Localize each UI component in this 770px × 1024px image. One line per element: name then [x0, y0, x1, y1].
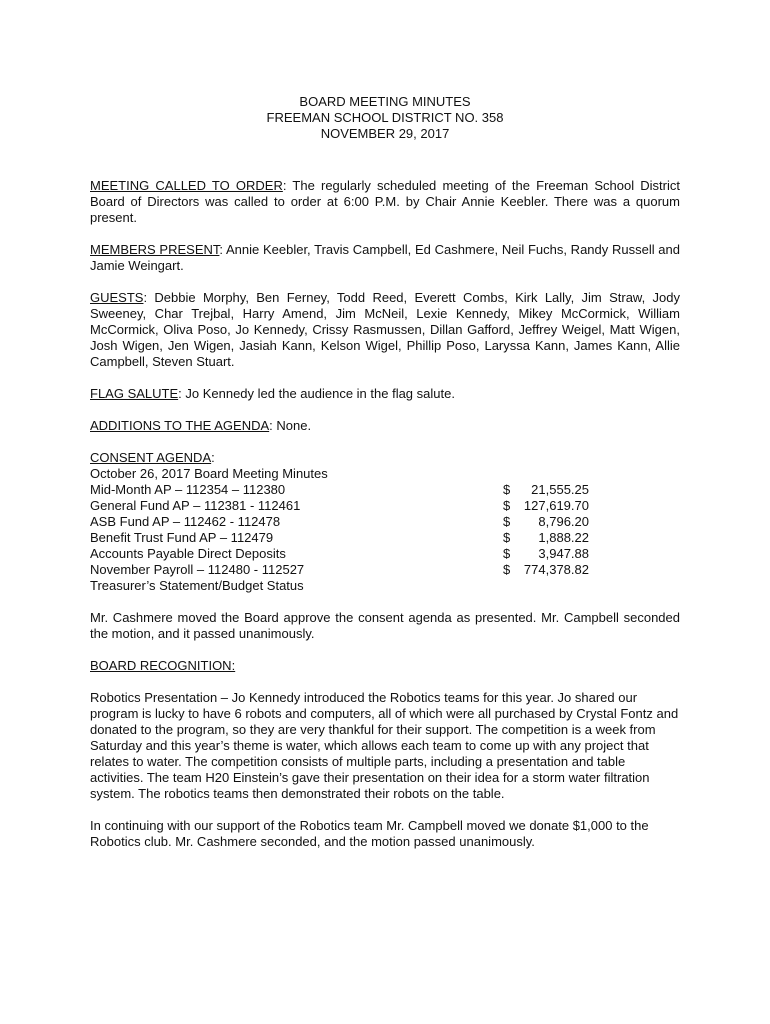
consent-treasurer: Treasurer’s Statement/Budget Status	[90, 578, 304, 593]
consent-item-amount: 1,888.22	[538, 530, 589, 545]
meeting-called-section	[90, 178, 680, 226]
consent-item-label: Accounts Payable Direct Deposits	[90, 546, 286, 561]
consent-item-amount: 8,796.20	[538, 514, 589, 529]
consent-item-dollar: $	[503, 514, 511, 529]
consent-item-label: Mid-Month AP – 112354 – 112380	[90, 482, 286, 497]
document-body	[90, 178, 680, 866]
consent-item-label: General Fund AP – 112381 - 112461	[90, 498, 301, 513]
consent-agenda-section	[90, 450, 680, 594]
consent-item-amount: 3,947.88	[538, 546, 589, 561]
flag-salute-text: : Jo Kennedy led the audience in the flag salute.	[178, 386, 455, 401]
consent-item-dollar: $	[503, 562, 511, 577]
consent-minutes-row	[90, 466, 680, 482]
members-present-heading: MEMBERS PRESENT	[90, 242, 220, 257]
guests-heading: GUESTS	[90, 290, 144, 305]
members-present-text: : Annie Keebler, Travis Campbell, Ed Cashmere, Neil Fuchs, Randy Russell and Jamie Weingart.	[90, 242, 680, 273]
consent-item-row	[90, 546, 680, 562]
guests-text: : Debbie Morphy, Ben Ferney, Todd Reed, Everett Combs, Kirk Lally, Jim Straw, Jody Sweeney, Char Trejbal, Harry Amend, Jim McNeil, Lexie Kennedy, Mikey McCormick, William McCormick, Oliva Poso, Jo Kennedy, Crissy Rasmussen, Dillan Gafford, Jeffrey Weigel, Matt Wigen, Josh Wigen, Jen Wigen, Jasiah Kann, Kelson Wigel, Phillip Poso, Laryssa Kann, James Kann, Allie Campbell, Steven Stuart.	[90, 290, 680, 369]
consent-item-label: ASB Fund AP – 112462 - 112478	[90, 514, 281, 529]
additions-section	[90, 418, 680, 434]
document-title: BOARD MEETING MINUTES	[299, 94, 471, 109]
additions-text: : None.	[269, 418, 312, 433]
guests-section	[90, 290, 680, 370]
consent-item-amount: 127,619.70	[523, 498, 589, 513]
consent-item-amount: 21,555.25	[531, 482, 589, 497]
consent-item-label: November Payroll – 112480 - 112527	[90, 562, 305, 577]
robotics-presentation: Robotics Presentation – Jo Kennedy introduced the Robotics teams for this year. Jo shared our program is lucky to have 6 robots and computers, all of which were all purchased by Crystal Fontz and donated to the program, so they are very thankful for their support. The competition is a week from Saturday and this year’s theme is water, which allows each team to come up with any project that relates to water. The competition consists of multiple parts, including a presentation and table activities. The team H20 Einstein’s gave their presentation on their idea for a storm water filtration system. The robotics teams then demonstrated their robots on the table.	[90, 690, 679, 801]
meeting-called-text: : The regularly scheduled meeting of the Freeman School District Board of Directors was called to order at 6:00 P.M. by Chair Annie Keebler. There was a quorum present.	[90, 178, 680, 225]
members-present-section	[90, 242, 680, 274]
consent-item-row	[90, 562, 680, 578]
consent-treasurer-row	[90, 578, 680, 594]
consent-item-row	[90, 514, 680, 530]
consent-item-dollar: $	[503, 498, 511, 513]
consent-item-amount: 774,378.82	[523, 562, 589, 577]
board-recognition-heading: BOARD RECOGNITION:	[90, 658, 236, 673]
consent-heading-colon: :	[211, 450, 215, 465]
flag-salute-section	[90, 386, 680, 402]
document-header	[0, 94, 770, 142]
district-name: FREEMAN SCHOOL DISTRICT NO. 358	[266, 110, 504, 125]
consent-motion: Mr. Cashmere moved the Board approve the consent agenda as presented. Mr. Campbell seconded the motion, and it passed unanimously.	[90, 610, 680, 641]
meeting-called-heading: MEETING CALLED TO ORDER	[90, 178, 283, 193]
robotics-donation-motion: In continuing with our support of the Robotics team Mr. Campbell moved we donate $1,000 to the Robotics club. Mr. Cashmere seconded, and the motion passed unanimously.	[90, 818, 649, 849]
flag-salute-heading: FLAG SALUTE	[90, 386, 179, 401]
meeting-date: NOVEMBER 29, 2017	[320, 126, 450, 141]
consent-item-dollar: $	[503, 530, 511, 545]
consent-heading: CONSENT AGENDA	[90, 450, 212, 465]
consent-item-label: Benefit Trust Fund AP – 112479	[90, 530, 274, 545]
additions-heading: ADDITIONS TO THE AGENDA	[90, 418, 270, 433]
consent-minutes: October 26, 2017 Board Meeting Minutes	[90, 466, 328, 481]
consent-item-dollar: $	[503, 482, 511, 497]
consent-item-dollar: $	[503, 546, 511, 561]
consent-item-row	[90, 498, 680, 514]
consent-item-row	[90, 482, 680, 498]
consent-heading-row	[90, 450, 680, 466]
consent-item-row	[90, 530, 680, 546]
